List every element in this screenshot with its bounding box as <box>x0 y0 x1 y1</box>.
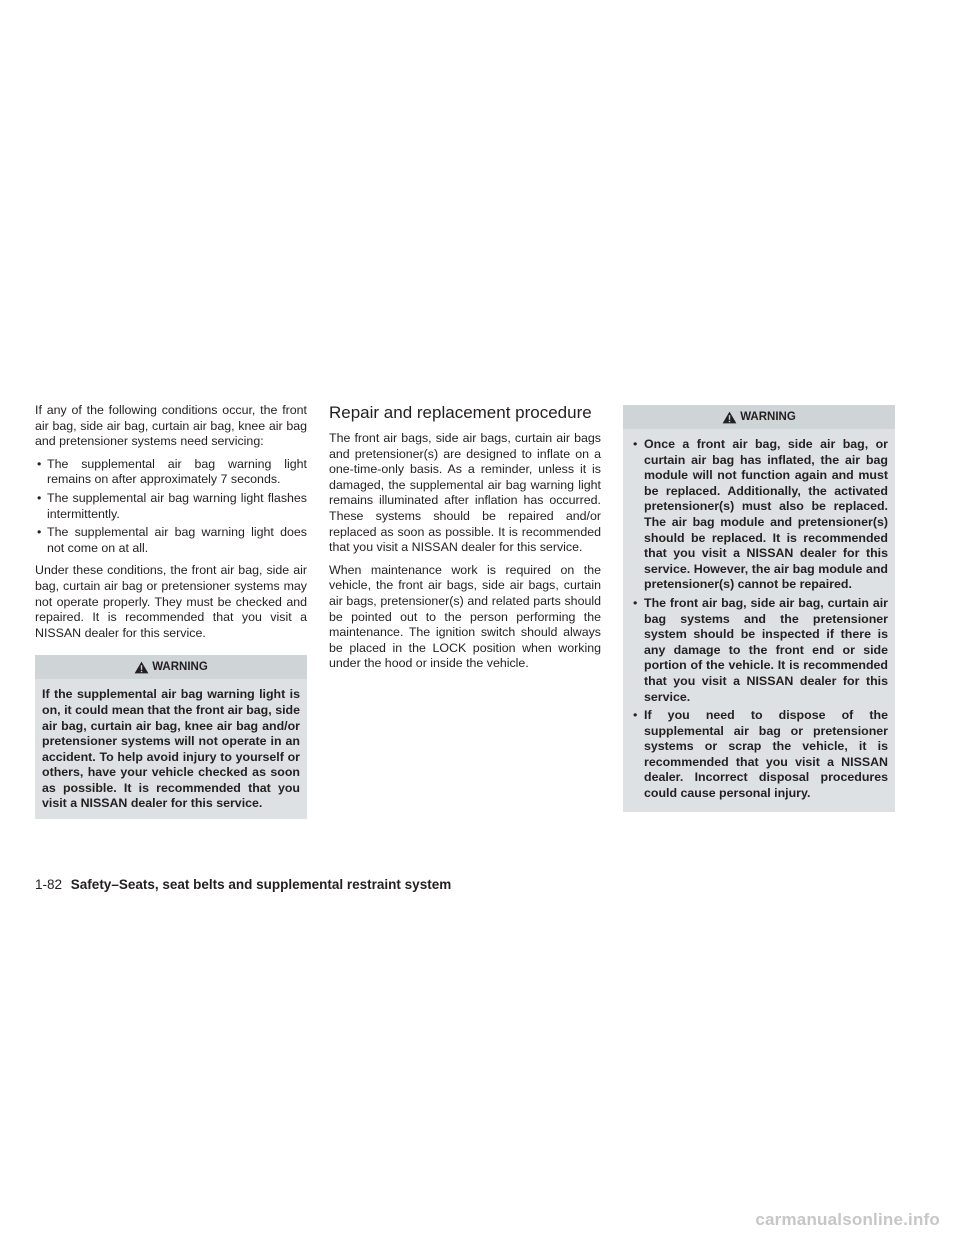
warning-text: If the supplemental air bag warning light is on, it could mean that the front air bag, side air bag, curtain air bag, knee air bag and/or pretensioner systems will not operate in an accident. To help avoid injury to yourself or others, have your vehicle checked as soon as possible. It is recommended that you visit a NISSAN dealer for this service. <box>42 687 300 811</box>
warning-header <box>623 405 895 429</box>
list-item: • The supplemental air bag warning light flashes intermittently. <box>35 491 307 522</box>
warning-body <box>623 429 895 812</box>
list-item: • The supplemental air bag warning light remains on after approximately 7 seconds. <box>35 457 307 488</box>
watermark: carmanualsonline.info <box>755 1210 940 1229</box>
section-title: Safety–Seats, seat belts and supplemental restraint system <box>70 877 452 892</box>
list-item: • If you need to dispose of the supplemental air bag or pretensioner systems or scrap the vehicle, it is recommended that you visit a NISSAN dealer. Incorrect disposal procedures could cause personal injury. <box>630 708 888 802</box>
maintenance-paragraph: When maintenance work is required on the vehicle, the front air bags, side air bags, curtain air bags, pretensioner(s) and related parts should be pointed out to the person performing the maintenance. The ignition switch should always be placed in the LOCK position when working under the hood or inside the vehicle. <box>329 562 601 671</box>
warning-triangle-icon <box>134 661 149 674</box>
page-footer <box>35 877 451 892</box>
page-number: 1-82 <box>35 877 63 892</box>
repair-paragraph: The front air bags, side air bags, curtain air bags and pretensioner(s) are designed to inflate on a one-time-only basis. As a reminder, unless it is damaged, the supplemental air bag warning light remains illuminated after inflation has occurred. These systems should be repaired and/or replaced as soon as possible. It is recommended that you visit a NISSAN dealer for this service. <box>329 431 601 555</box>
list-item: • Once a front air bag, side air bag, or curtain air bag has inflated, the air bag module will not function again and must be replaced. Additionally, the activated pretensioner(s) must also be replaced. The air bag module and pretensioner(s) should be replaced. It is recommended that you visit a NISSAN dealer for this service. However, the air bag module and pretensioner(s) cannot be repaired. <box>630 437 888 593</box>
intro-paragraph: If any of the following conditions occur, the front air bag, side air bag, curtain air bag, knee air bag and pretensioner systems need servicing: <box>35 403 307 449</box>
section-heading: Repair and replacement procedure <box>329 403 592 422</box>
warning-title: WARNING <box>740 411 796 423</box>
warning-title: WARNING <box>152 661 208 674</box>
warning-list <box>630 437 888 802</box>
warning-box <box>623 405 895 812</box>
column-left <box>35 403 307 819</box>
column-right <box>623 405 895 812</box>
list-item: • The supplemental air bag warning light does not come on at all. <box>35 525 307 556</box>
column-middle <box>329 403 601 679</box>
list-item: • The front air bag, side air bag, curtain air bag systems and the pretensioner system should be inspected if there is any damage to the front end or side portion of the vehicle. It is recommended that you visit a NISSAN dealer for this service. <box>630 596 888 705</box>
warning-triangle-icon <box>722 411 737 424</box>
conditions-paragraph: Under these conditions, the front air bag, side air bag, curtain air bag or pretensioner systems may not operate properly. They must be checked and repaired. It is recommended that you visit a NISSAN dealer for this service. <box>35 563 307 640</box>
warning-box <box>35 655 307 819</box>
warning-header <box>35 655 307 679</box>
condition-list <box>35 457 307 557</box>
